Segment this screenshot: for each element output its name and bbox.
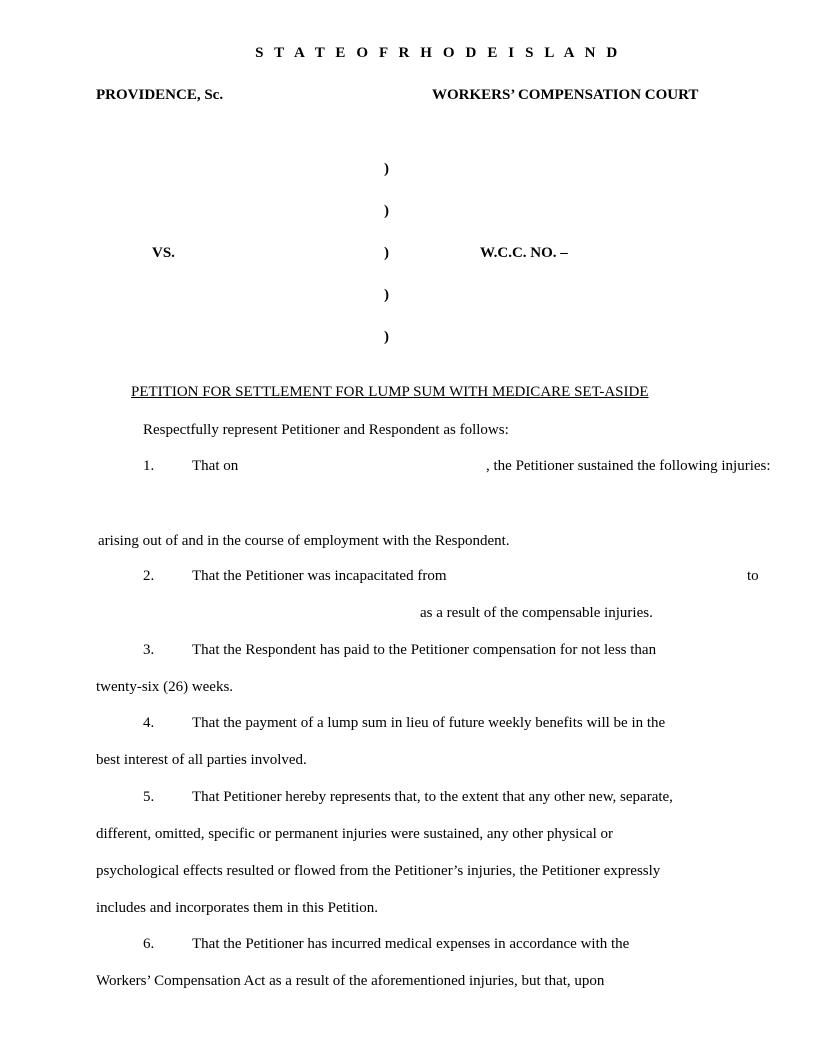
item-1-text-continued: , the Petitioner sustained the following injuries: [486, 458, 771, 474]
caption-paren-3: ) [384, 245, 389, 261]
state-heading: S T A T E O F R H O D E I S L A N D [255, 45, 621, 61]
item-2-text-to: to [747, 568, 759, 584]
item-2-continuation: as a result of the compensable injuries. [420, 605, 653, 621]
caption-paren-4: ) [384, 287, 389, 303]
item-5-continuation-line-3: includes and incorporates them in this Petition. [96, 900, 379, 916]
item-4-text: That the payment of a lump sum in lieu of future weekly benefits will be in the [192, 715, 666, 731]
item-5-continuation-line-2: psychological effects resulted or flowed from the Petitioner’s injuries, the Petitioner expressly [96, 863, 661, 879]
caption-vs: VS. [152, 245, 175, 261]
item-3-number: 3. [143, 642, 155, 658]
county-heading: PROVIDENCE, Sc. [96, 87, 224, 103]
item-2-number: 2. [143, 568, 155, 584]
item-5-continuation-line-1: different, omitted, specific or permanent injuries were sustained, any other physical or [96, 826, 614, 842]
item-2-text: That the Petitioner was incapacitated from [192, 568, 447, 584]
item-6-number: 6. [143, 936, 155, 952]
item-5-number: 5. [143, 789, 155, 805]
item-1-number: 1. [143, 458, 155, 474]
item-6-text: That the Petitioner has incurred medical expenses in accordance with the [192, 936, 630, 952]
item-6-continuation: Workers’ Compensation Act as a result of the aforementioned injuries, but that, upon [96, 973, 605, 989]
item-3-continuation: twenty-six (26) weeks. [96, 679, 234, 695]
item-4-number: 4. [143, 715, 155, 731]
item-5-text: That Petitioner hereby represents that, to the extent that any other new, separate, [192, 789, 673, 805]
item-3-text: That the Respondent has paid to the Petitioner compensation for not less than [192, 642, 657, 658]
caption-paren-1: ) [384, 161, 389, 177]
caption-paren-2: ) [384, 203, 389, 219]
court-heading: WORKERS’ COMPENSATION COURT [432, 87, 699, 103]
item-4-continuation: best interest of all parties involved. [96, 752, 307, 768]
item-1-continuation: arising out of and in the course of employment with the Respondent. [98, 533, 510, 549]
case-number-label: W.C.C. NO. – [480, 245, 568, 261]
petition-title: PETITION FOR SETTLEMENT FOR LUMP SUM WITH MEDICARE SET-ASIDE [131, 384, 649, 400]
item-1-text: That on [192, 458, 239, 474]
intro-paragraph: Respectfully represent Petitioner and Respondent as follows: [143, 422, 509, 438]
caption-paren-5: ) [384, 329, 389, 345]
